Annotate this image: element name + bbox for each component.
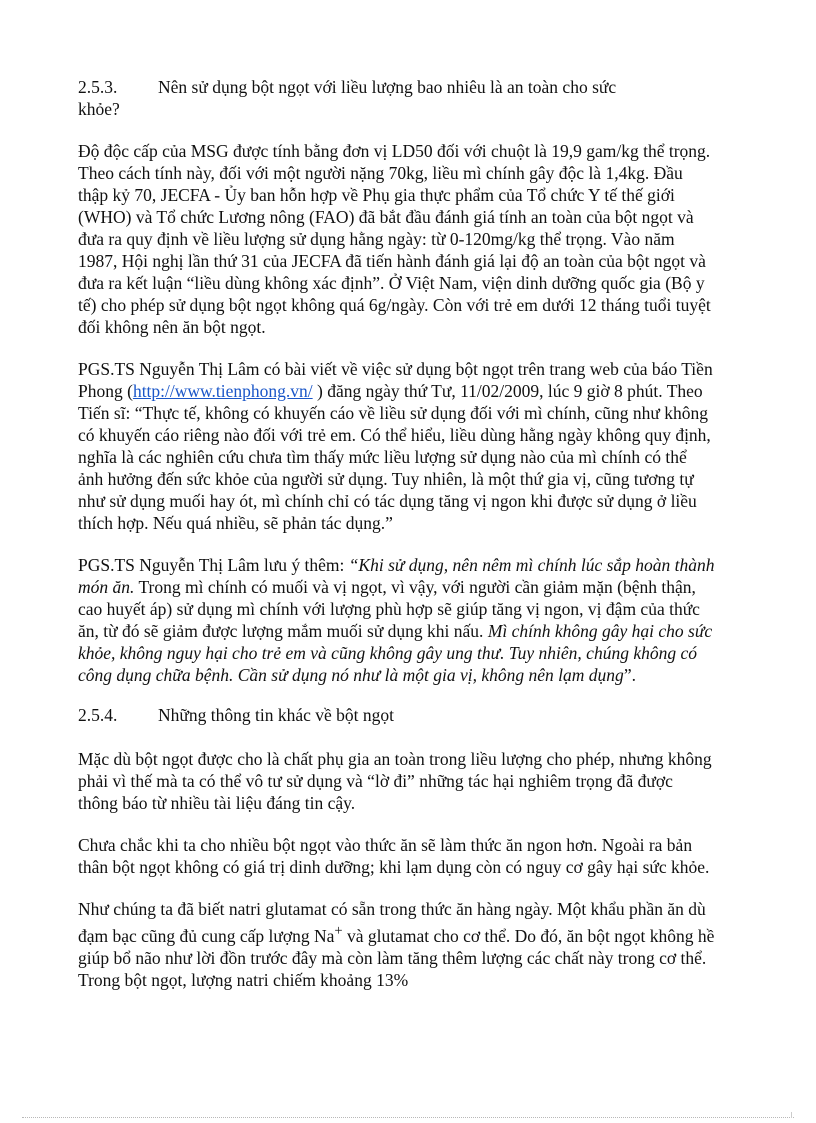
- section-number: 2.5.4.: [78, 705, 118, 725]
- quote-italic: Mì chính không gây hại cho sức khỏe, không nguy hại cho trẻ em và cũng không gây ung thư. Tuy nhiên, chúng không có công dụng chữa bệnh. Cần sử dụng nó như là một gia vị, không nên lạm dụng: [78, 621, 713, 685]
- section-title-line1: Nên sử dụng bột ngọt với liều lượng bao nhiêu là an toàn cho sức: [158, 77, 617, 97]
- paragraph-text: và glutamat cho cơ thể. Do đó, ăn bột ngọt không hề giúp bổ não như lời đồn trước đây mà còn làm tăng thêm lượng các chất này trong cơ thể. Trong bột ngọt, lượng natri chiếm khoảng 13%: [78, 925, 715, 990]
- page-corner-mark: [791, 1112, 798, 1118]
- paragraph-natri-glutamat: [78, 898, 716, 991]
- quote-italic: “Khi sử dụng, nên nêm mì chính lúc sắp hoàn thành món ăn.: [78, 555, 715, 597]
- page-bottom-rule: [22, 1117, 794, 1118]
- paragraph-text: PGS.TS Nguyễn Thị Lâm lưu ý thêm:: [78, 555, 349, 575]
- section-title: Những thông tin khác về bột ngọt: [158, 705, 394, 725]
- section-heading-2-5-3: [78, 76, 716, 120]
- paragraph-msg-toxicity: Độ độc cấp của MSG được tính bằng đơn vị LD50 đối với chuột là 19,9 gam/kg thể trọng. Theo cách tính này, đối với một người nặng 70kg, liều mì chính gây độc là 1,4kg. Đầu thập kỷ 70, JECFA - Ủy ban hỗn hợp về Phụ gia thực phẩm của Tổ chức Y tế thế giới (WHO) và Tổ chức Lương nông (FAO) đã bắt đầu đánh giá tính an toàn của bột ngọt và đưa ra quy định về liều lượng sử dụng hằng ngày: từ 0-120mg/kg thể trọng. Vào năm 1987, Hội nghị lần thứ 31 của JECFA đã tiến hành đánh giá lại độ an toàn của bột ngọt và đưa ra kết luận “liều dùng không xác định”. Ở Việt Nam, viện dinh dưỡng quốc gia (Bộ y tế) cho phép sử dụng bột ngọt không quá 6g/ngày. Còn với trẻ em dưới 12 tháng tuổi tuyệt đối không nên ăn bột ngọt.: [78, 141, 711, 337]
- paragraph-tienphong-article: [78, 358, 716, 534]
- paragraph-no-nutrition: Chưa chắc khi ta cho nhiều bột ngọt vào thức ăn sẽ làm thức ăn ngon hơn. Ngoài ra bản thân bột ngọt không có giá trị dinh dưỡng; khi lạm dụng còn có nguy cơ gây hại sức khỏe.: [78, 835, 710, 877]
- paragraph-text: ”.: [623, 665, 636, 685]
- section-heading-2-5-4: [78, 704, 716, 726]
- paragraph-usage-advice: [78, 554, 716, 686]
- paragraph-text: PGS.TS Nguyễn Thị Lâm có bài viết về việc sử dụng bột ngọt trên trang web của báo Tiền Phong (: [78, 359, 713, 401]
- paragraph-text: Như chúng ta đã biết natri glutamat có sẵn trong thức ăn hàng ngày. Một khẩu phần ăn dù đạm bạc cũng đủ cung cấp lượng Na: [78, 899, 706, 946]
- superscript-plus: +: [334, 923, 343, 939]
- section-number: 2.5.3.: [78, 77, 118, 97]
- paragraph-text: ) đăng ngày thứ Tư, 11/02/2009, lúc 9 giờ 8 phút. Theo Tiến sĩ: “Thực tế, không có khuyến cáo về liều sử dụng đối với mì chính, cũng như không có khuyến cáo riêng nào đối với trẻ em. Có thể hiểu, liều dùng hằng ngày không quy định, nghĩa là các nghiên cứu chưa tìm thấy mức liều lượng sử dụng nào của mì chính có thể ảnh hưởng đến sức khỏe của người sử dụng. Tuy nhiên, là một thứ gia vị, cũng tương tự như sử dụng muối hay ót, mì chính chỉ có tác dụng tăng vị ngon khi được sử dụng ở liều thích hợp. Nếu quá nhiều, sẽ phản tác dụng.”: [78, 381, 711, 533]
- tienphong-link[interactable]: http://www.tienphong.vn/: [132, 381, 313, 401]
- paragraph-text: Trong mì chính có muối và vị ngọt, vì vậy, với người cần giảm mặn (bệnh thận, cao huyết áp) sử dụng mì chính với lượng phù hợp sẽ giúp tăng vị ngon, vị đậm của thức ăn, từ đó sẽ giảm được lượng mắm muối sử dụng khi nấu.: [78, 577, 700, 641]
- section-title-line2: khỏe?: [78, 99, 120, 119]
- paragraph-side-effects: Mặc dù bột ngọt được cho là chất phụ gia an toàn trong liều lượng cho phép, nhưng không phải vì thế mà ta có thể vô tư sử dụng và “lờ đi” những tác hại nghiêm trọng đã được thông báo từ nhiều tài liệu đáng tin cậy.: [78, 749, 712, 813]
